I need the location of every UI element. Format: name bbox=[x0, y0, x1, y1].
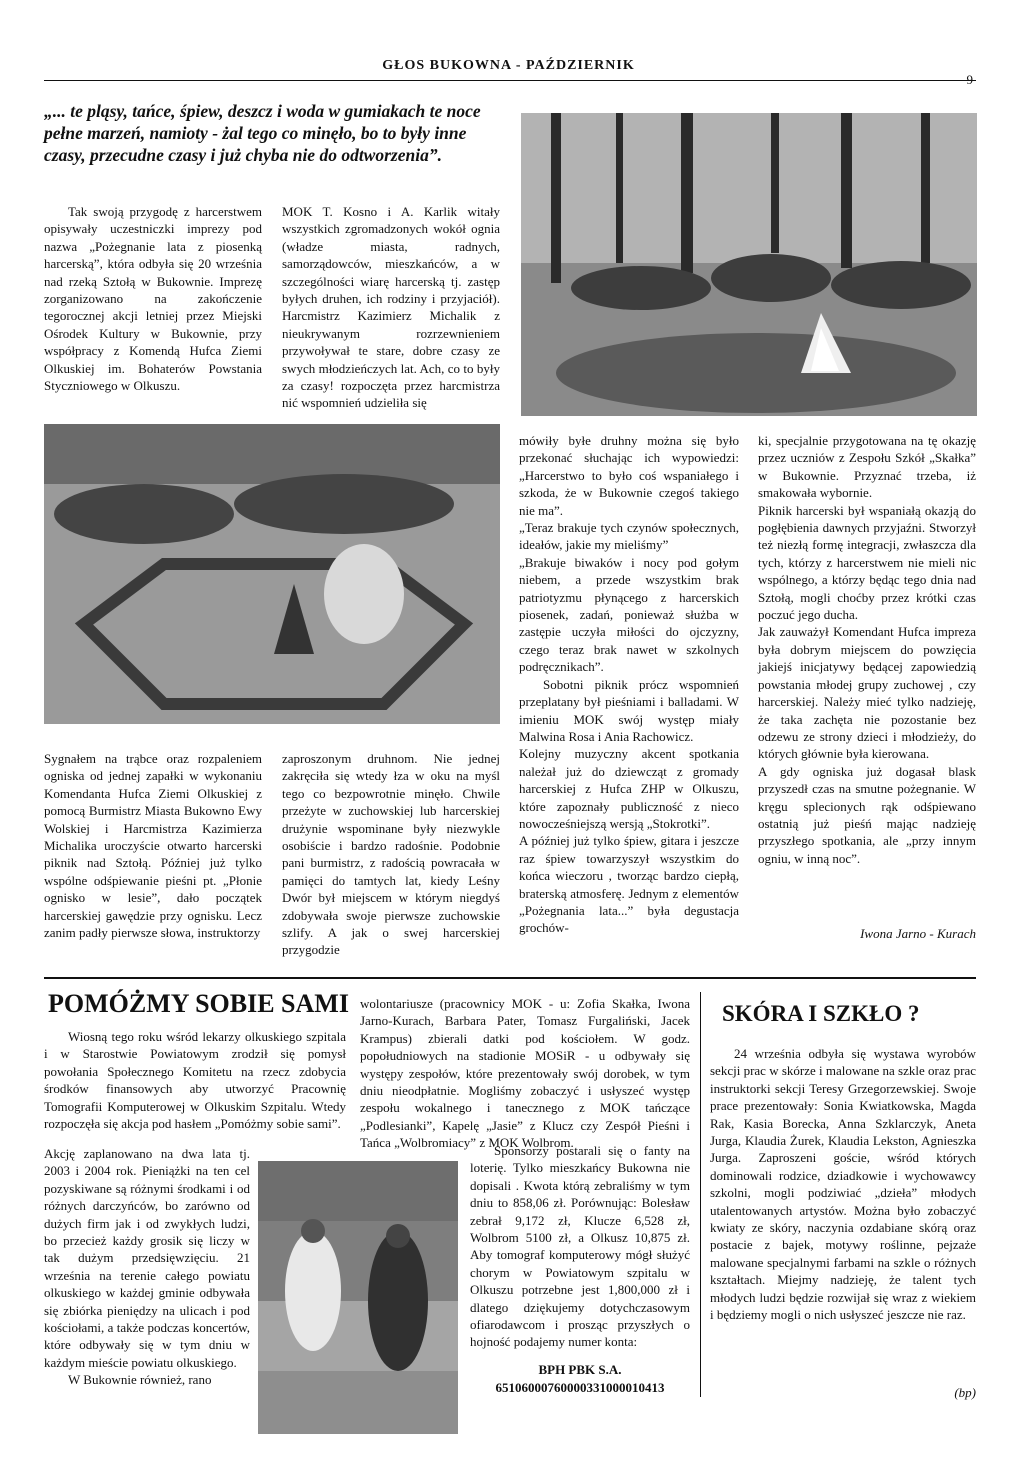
article2-column-2 bbox=[360, 995, 690, 1152]
article2-heading: POMÓŻMY SOBIE SAMI bbox=[48, 989, 349, 1018]
page-number: 9 bbox=[966, 72, 973, 87]
article1-column-4 bbox=[758, 432, 976, 867]
article1-col3-p5: Kolejny muzyczny akcent spotkania należał już do dziewcząt z gromady harcerskiej z Hufca ZHP w Olkuszu, które zapoznały publiczność z nieco nowocześniejszą wersją „Stokrotki”. bbox=[519, 746, 739, 831]
article1-signature: Iwona Jarno - Kurach bbox=[860, 926, 976, 941]
lighting-fire-photo-image bbox=[44, 424, 500, 724]
article3-column bbox=[710, 1045, 976, 1324]
article2-p4: wolontariusze (pracownicy MOK - u: Zofia Skałka, Iwona Jarno-Kurach, Barbara Pater, Tomasz Furgaliński, Jacek Krampus) zbierali datki pod kościołem. W godz. popołudniowych na stadionie MOSiR - u odbywały się występy zespołów, które prezentowały swój dorobek, w tym dniu nieodpłatnie. Mogliśmy zobaczyć i usłyszeć występ zespołu wokalnego i tanecznego z MOK tańczące „Podlesianki”, Kapelę „Jasie” z Klucz czy Zespół Pieśni i Tańca „Wolbromiacy” z MOK Wolbrom. bbox=[360, 996, 690, 1151]
folk-dancers-photo-image bbox=[258, 1161, 458, 1434]
article-quote: „... te pląsy, tańce, śpiew, deszcz i woda w gumiakach te noce pełne marzeń, namioty - żal tego co minęło, bo to były inne czasy, przecudne czasy i już chyba nie do odtworzenia”. bbox=[44, 101, 481, 165]
campfire-photo-image bbox=[521, 113, 977, 416]
bank-name: BPH PBK S.A. bbox=[538, 1362, 622, 1377]
column-rule bbox=[700, 992, 701, 1397]
header-rule bbox=[44, 80, 976, 81]
article1-col3-p1: mówiły byłe druhny można się było przekonać słuchając ich wypowiedzi: „Harcerstwo to było coś wspaniałego i szkoda, że w Bukownie czegoś takiego nie ma”. bbox=[519, 433, 739, 518]
article1-col4-p4: A gdy ogniska już dogasał blask przyszedł czas na smutne pożegnanie. W kręgu splecionych rąk odśpiewano ostatnią już pieśń mając nadzieję przyszłego spotkania, ale „przy innym ogniu, w inną noc”. bbox=[758, 763, 976, 866]
article3-p1: 24 września odbyła się wystawa wyrobów sekcji prac w skórze i malowane na szkle oraz prac instruktorki sekcji Teresy Grzegorzewskiej. Swoje prace prezentowały: Sonia Kwiatkowska, Magda Rak, Kasia Borecka, Anna Szklarczyk, Aneta Jurga, Klaudia Żurek, Klaudia Lekston, Agnieszka Jurga. Zaproszeni goście, wśród których dominowali rodzice, dziadkowie i wychowawcy szkolni, mogli podziwiać „dzieła” młodych utalentowanych artystów. Można było zobaczyć kwiaty ze skóry, naczynia ozdabiane skórą oraz postacie z bajek, motywy roślinne, pejzaże malowane specjalnymi farbami na szkle o różnych kształtach. Miejmy nadzieję, że talent tych młodych ludzi będzie rozwijał się wraz z wiekiem i będziemy mogli o nich usłyszeć jeszcze nie raz. bbox=[710, 1046, 977, 1323]
article1-column-3 bbox=[519, 432, 739, 937]
article1-bottom-column-2 bbox=[282, 750, 500, 959]
article1-col1-text: Tak swoją przygodę z harcerstwem opisywały uczestniczki imprezy pod nazwa „Pożegnanie lata z piosenką harcerską”, która odbyła się 20 września nad rzeką Sztołą w Bukownie. Imprezę zorganizowano na zakończenie tegorocznej akcji letniej przez Miejski Ośrodek Kultury w Bukownie, przy współpracy z Komendą Hufca Ziemi Olkuskiej im. Bohaterów Powstania Styczniowego w Olkuszu. bbox=[44, 204, 262, 394]
article1-col4-p2: Piknik harcerski był wspaniałą okazją do pogłębienia dawnych przyjaźni. Stworzył też niezłą formę integracji, zwłaszcza dla tych, którzy z harcerstwem nie mieli nic wspólnego, a którzy będąc tego dnia nad Sztołą, mogli choćby przez krótki czas poczuć jego ducha. bbox=[758, 502, 976, 623]
bank-account-number: 65106000760000331000010413 bbox=[495, 1380, 665, 1395]
newspaper-header: GŁOS BUKOWNA - PAŹDZIERNIK bbox=[382, 58, 635, 73]
article1-col4-p1: ki, specjalnie przygotowana na tę okazję przez uczniów z Zespołu Szkół „Skałka” w Bukownie. Przyznać trzeba, iż smakowała wybornie. bbox=[758, 433, 976, 501]
article1-column-1 bbox=[44, 203, 262, 394]
article1-col3-p2: „Teraz brakuje tych czynów społecznych, ideałów, jakie my mieliśmy” bbox=[519, 520, 739, 553]
section-divider bbox=[44, 977, 976, 979]
article1-col3-p3: „Brakuje biwaków i nocy pod gołym niebem, a przede wszystkim brak patriotyzmu płynącego z harcerskich piosenek, zadań, ponieważ służba w zastępie uczyła miłości do ojczyzny, czego teraz brak nawet w szkolnych podręcznikach”. bbox=[519, 554, 739, 675]
article1-bottom-col1-text: Sygnałem na trąbce oraz rozpaleniem ogniska od jednej zapałki w wykonaniu Komendanta Hufca Ziemi Olkuskiej z pomocą Burmistrz Miasta Bukowno Ewy Wolskiej i Harcmistrza Kazimierza Michalika uroczyście otwarto harcerski piknik nad Sztołą. Później już tylko wspólne odśpiewanie pieśni pt. „Płonie ognisko w lesie”, dało początek harcerskiej gawędzie przy ognisku. Lecz zanim padły pierwsze słowa, instruktorzy bbox=[44, 751, 262, 941]
article2-p2: Akcję zaplanowano na dwa lata tj. 2003 i 2004 rok. Pieniążki na ten cel pozyskiwane są różnymi środkami i od różnych darczyńców, bo zarówno od dużych firm jak i od zwykłych ludzi, bo przecież każdy grosik się liczy w tak dużym przedsięwzięciu. 21 września na terenie całego powiatu olkuskiego w każdej gminie odbywała się zbiórka pieniędzy na ulicach i pod kościołami, a także podczas koncertów, które odbywały się w tym dniu w każdym mieście powiatu olkuskiego. bbox=[44, 1146, 250, 1370]
article2-column-2b bbox=[470, 1142, 690, 1351]
article1-bottom-column-1 bbox=[44, 750, 262, 941]
article1-col3-p6: A później już tylko śpiew, gitara i jeszcze raz śpiew towarzyszył wszystkim do końca wieczoru , tworząc bardzo ciepłą, braterską atmosferę. Jednym z elementów „Pożegnania lata...” była degustacja grochów- bbox=[519, 833, 739, 936]
article1-col3-p4: Sobotni piknik prócz wspomnień przeplatany był pieśniami i balladami. W imieniu MOK swój występ miały Malwina Rosa i Ania Rachowicz. bbox=[519, 676, 739, 744]
article1-col4-p3: Jak zauważył Komendant Hufca impreza była dobrym miejscem do powzięcia jakiejś inicjatywy będącej zapowiedzią powstania młodej grupy zuchowej , czy harcerskiej. Należy mieć tylko nadzieję, że taka zachęta nie pozostanie bez odzewu ze strony dzieci i młodzieży, do których głównie była kierowana. bbox=[758, 624, 976, 762]
photo-lighting-fire bbox=[44, 424, 500, 724]
article2-p1: Wiosną tego roku wśród lekarzy olkuskiego szpitala i w Starostwie Powiatowym zrodził się pomysł powołania Społecznego Komitetu na rzecz zdobycia środków finansowych aby utworzyć Pracownię Tomografii Komputerowej w Olkuskim Szpitalu. Wtedy rozpoczęła się akcja pod hasłem „Pomóżmy sobie sami”. bbox=[44, 1029, 346, 1132]
article2-column-1b bbox=[44, 1145, 250, 1389]
photo-campfire-gathering bbox=[521, 113, 977, 416]
article1-col2-text: MOK T. Kosno i A. Karlik witały wszystkich zgromadzonych wokół ognia (władze miasta, radnych, samorządowców, mieszkańców, a w szczególności wiarę harcerską tj. zastęp byłych druhen, ich rodziny i przyjaciół). Harcmistrz Kazimierz Michalik z nieukrywanym rozrzewnieniem przywoływał te stare, dobre czasy ze swych młodzieńczych lat. Ach, co to były za czasy! rozpoczęta przez harcmistrza nić wspomnień udzieliła się bbox=[282, 204, 500, 411]
article1-column-2 bbox=[282, 203, 500, 412]
article3-signature: (bp) bbox=[954, 1385, 976, 1400]
photo-folk-dancers bbox=[258, 1161, 458, 1434]
article2-p3: W Bukownie również, rano bbox=[68, 1372, 212, 1388]
article3-heading: SKÓRA I SZKŁO ? bbox=[722, 1001, 920, 1026]
article2-p5: Sponsorzy postarali się o fanty na loterię. Tylko mieszkańcy Bukowna nie dopisali . Kwota którą zebraliśmy w tym dniu to 858,06 zł. Porównując: Bolesław zebrał 9,172 zł, Klucze 6,528 zł, Wolbrom 5100 zł, a Olkusz 10,875 zł. Aby tomograf komputerowy mógł służyć chorym w Powiatowym szpitalu w Olkuszu potrzebne jest 1,800,000 zł i dlatego dziękujemy dotychczasowym ofiarodawcom i prosząc przyszłych o hojność podajemy numer konta: bbox=[470, 1143, 690, 1350]
article1-bottom-col2-text: zaproszonym druhnom. Nie jednej zakręciła się wtedy łza w oku na myśl tego co bezpowrotnie minęło. Chwile przeżyte w zuchowskiej lub harcerskiej drużynie wspominane były niezwykle osobiście i bardzo radośnie. Podobnie pani burmistrz, z radością powracała w pamięci do tamtych lat, kiedy Leśny Dwór był miejscem w którym niegdyś zdobywała swoje pierwsze zuchowskie szlify. A jak o swej harcerskiej przygodzie bbox=[282, 751, 500, 958]
article2-column-1 bbox=[44, 1028, 346, 1132]
